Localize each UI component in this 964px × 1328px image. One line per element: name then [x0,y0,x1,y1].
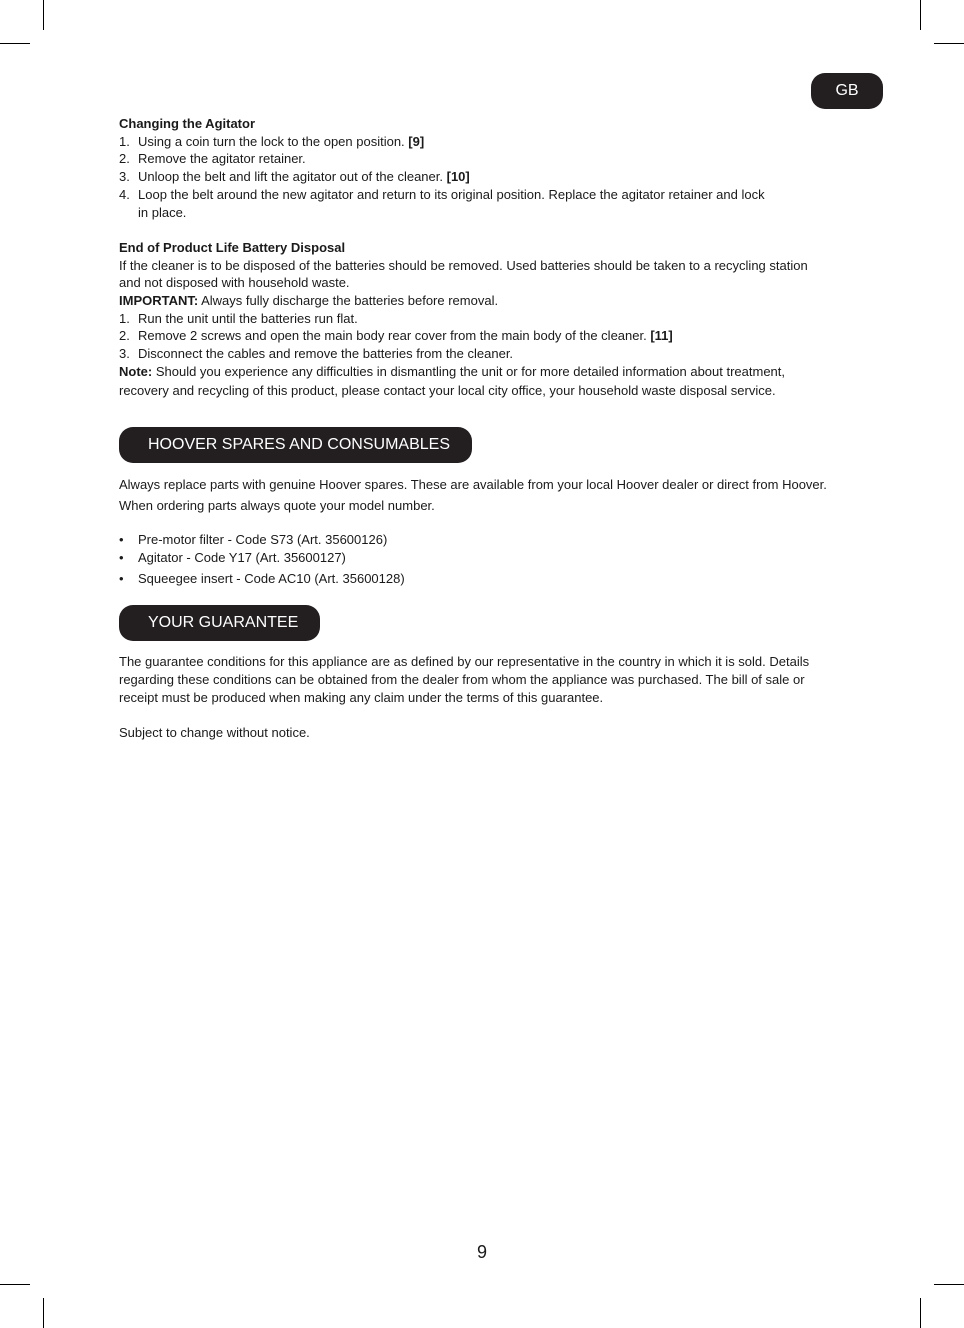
figure-ref: [10] [446,169,470,185]
notice-text: Subject to change without notice. [119,725,310,741]
spares-text-line: When ordering parts always quote your model number. [119,498,435,514]
battery-intro-line: If the cleaner is to be disposed of the batteries should be removed. Used batteries should be taken to a recycling station [119,257,808,273]
note-line: recovery and recycling of this product, please contact your local city office, your household waste disposal service. [119,382,776,398]
agitator-heading: Changing the Agitator [119,116,256,131]
section-header-guarantee: YOUR GUARANTEE [119,605,320,641]
page-content [119,115,849,742]
crop-mark [0,43,30,44]
battery-heading: End of Product Life Battery Disposal [119,239,346,255]
list-item: • Agitator - Code Y17 (Art. 35600127) [119,549,346,565]
language-badge: GB [811,73,883,109]
page-number: 9 [476,1242,487,1262]
guarantee-text-line: regarding these conditions can be obtained from the dealer from whom the appliance was purchased. The bill of sale or [119,672,805,688]
list-item: 3. Unloop the belt and lift the agitator out of the cleaner. [10] [119,169,470,185]
list-item: 3. Disconnect the cables and remove the batteries from the cleaner. [119,346,514,362]
crop-mark [934,43,964,44]
list-item: 1. Run the unit until the batteries run flat. [119,310,358,326]
guarantee-text-line: The guarantee conditions for this appliance are as defined by our representative in the country in which it is sold. Details [119,654,810,670]
list-item: 2. Remove 2 screws and open the main body rear cover from the main body of the cleaner. [11] [119,328,673,344]
important-notice: IMPORTANT: Always fully discharge the batteries before removal. [119,293,499,309]
section-header-spares: HOOVER SPARES AND CONSUMABLES [119,427,472,463]
crop-mark [0,1284,30,1285]
list-item: • Pre-motor filter - Code S73 (Art. 35600126) [119,532,388,548]
list-item: 1. Using a coin turn the lock to the open position. [9] [119,133,425,149]
battery-intro-line: and not disposed with household waste. [119,275,350,291]
crop-mark [934,1284,964,1285]
spares-text-line: Always replace parts with genuine Hoover spares. These are available from your local Hoover dealer or direct from Hoover. [119,477,827,493]
crop-mark [43,0,44,30]
list-item: 2. Remove the agitator retainer. [119,151,306,167]
figure-ref: [11] [650,328,673,344]
figure-ref: [9] [408,133,425,149]
crop-mark [920,0,921,30]
list-item-continuation: in place. [138,204,187,220]
list-item: • Squeegee insert - Code AC10 (Art. 35600128) [119,570,405,586]
crop-mark [920,1298,921,1328]
guarantee-text-line: receipt must be produced when making any claim under the terms of this guarantee. [119,689,604,705]
list-item: 4. Loop the belt around the new agitator and return to its original position. Replace the agitator retainer and lock [119,186,765,202]
crop-mark [43,1298,44,1328]
note: Note: Should you experience any difficulties in dismantling the unit or for more detailed information about treatment, [119,363,786,379]
